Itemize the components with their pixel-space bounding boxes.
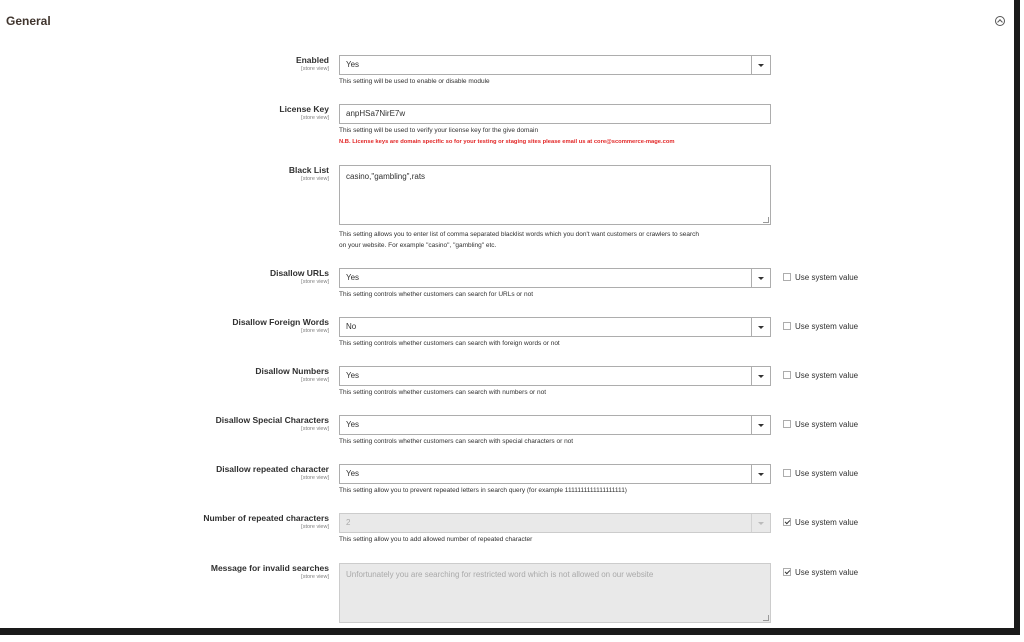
scope-label: [store view]: [301, 66, 329, 72]
field-note: This setting controls whether customers can search with numbers or not: [339, 389, 547, 396]
field-label: [232, 317, 329, 334]
checkbox-icon[interactable]: [783, 469, 791, 477]
field-note: This setting controls whether customers can search with foreign words or not: [339, 340, 560, 347]
field-label-text: Disallow repeated character: [216, 464, 329, 474]
use-system-value[interactable]: [783, 420, 858, 430]
enabled-select[interactable]: [339, 55, 771, 75]
scope-label: [store view]: [301, 475, 329, 481]
field-label-text: Disallow Special Characters: [215, 415, 329, 425]
caret-down-icon[interactable]: [751, 56, 770, 74]
resize-handle-icon[interactable]: [763, 615, 769, 621]
checkbox-icon[interactable]: [783, 420, 791, 428]
field-label-text: Disallow URLs: [269, 268, 329, 278]
use-system-value[interactable]: [783, 322, 858, 332]
license-key-input[interactable]: anpHSa7NirE7w: [339, 104, 771, 124]
checkbox-icon[interactable]: [783, 322, 791, 330]
textarea-value: Unfortunately you are searching for restricted word which is not allowed on our website: [346, 570, 654, 579]
field-label-text: Black List: [288, 165, 329, 175]
use-system-value[interactable]: [783, 568, 858, 578]
field-label: [289, 165, 329, 182]
scope-label: [store view]: [301, 328, 329, 334]
select-value: No: [346, 322, 357, 331]
field-label-text: Disallow Foreign Words: [232, 317, 329, 327]
field-label: [216, 464, 329, 481]
scope-label: [store view]: [301, 377, 329, 383]
scope-label: [store view]: [301, 524, 329, 530]
field-note: This setting allow you to prevent repeated letters in search query (for example 1111111111111111111): [339, 487, 627, 494]
checkbox-icon[interactable]: [783, 568, 791, 576]
use-system-value[interactable]: [783, 469, 858, 479]
use-system-value-label: Use system value: [795, 469, 859, 478]
black-list-textarea[interactable]: [339, 165, 771, 225]
caret-down-icon[interactable]: [751, 367, 770, 385]
use-system-value[interactable]: [783, 273, 858, 283]
disallow-special-characters-select[interactable]: [339, 415, 771, 435]
disallow-numbers-select[interactable]: [339, 366, 771, 386]
use-system-value-label: Use system value: [795, 371, 859, 380]
select-value: Yes: [346, 273, 360, 282]
field-note: This setting allows you to enter list of comma separated blacklist words which you don't want customers or crawlers to search: [339, 231, 699, 238]
select-value: 2: [346, 518, 351, 527]
scope-label: [store view]: [301, 176, 329, 182]
use-system-value-label: Use system value: [795, 518, 859, 527]
use-system-value-label: Use system value: [795, 568, 859, 577]
caret-down-icon[interactable]: [751, 465, 770, 483]
checkbox-icon[interactable]: [783, 371, 791, 379]
caret-down-icon[interactable]: [751, 514, 770, 532]
field-note: This setting allow you to add allowed number of repeated character: [339, 536, 533, 543]
field-label: [216, 415, 329, 432]
field-label: [255, 366, 329, 383]
use-system-value[interactable]: [783, 371, 858, 381]
disallow-foreign-words-select[interactable]: [339, 317, 771, 337]
field-label: [296, 55, 329, 72]
field-label-text: Enabled: [295, 55, 329, 65]
caret-down-icon[interactable]: [751, 416, 770, 434]
disallow-urls-select[interactable]: [339, 268, 771, 288]
circle-chevron-up-icon[interactable]: [995, 16, 1005, 26]
scope-label: [store view]: [301, 426, 329, 432]
field-note: This setting will be used to verify your license key for the give domain: [339, 127, 539, 134]
resize-handle-icon[interactable]: [763, 217, 769, 223]
textarea-value: casino,"gambling",rats: [346, 172, 426, 181]
field-note: on your website. For example "casino", "gambling" etc.: [339, 242, 497, 249]
checkbox-icon[interactable]: [783, 518, 791, 526]
field-label-text: Message for invalid searches: [210, 563, 329, 573]
checkbox-icon[interactable]: [783, 273, 791, 281]
use-system-value-label: Use system value: [795, 322, 859, 331]
use-system-value-label: Use system value: [795, 420, 859, 429]
field-note: This setting will be used to enable or disable module: [339, 78, 490, 85]
field-note: This setting controls whether customers can search for URLs or not: [339, 291, 533, 298]
field-label-text: License Key: [279, 104, 329, 114]
use-system-value-label: Use system value: [795, 273, 859, 282]
field-label: [279, 104, 329, 121]
field-label: [203, 513, 329, 530]
section-title[interactable]: General: [6, 14, 51, 28]
disallow-repeated-character-select[interactable]: [339, 464, 771, 484]
caret-down-icon[interactable]: [751, 269, 770, 287]
field-label-text: Disallow Numbers: [255, 366, 329, 376]
repeated-characters-select[interactable]: [339, 513, 771, 533]
license-warning: N.B. License keys are domain specific so for your testing or staging sites please email us at core@scommerce-mage.com: [339, 139, 675, 145]
scope-label: [store view]: [301, 115, 329, 121]
select-value: Yes: [346, 469, 360, 478]
select-value: Yes: [346, 420, 360, 429]
field-label-text: Number of repeated characters: [203, 513, 329, 523]
select-value: Yes: [346, 371, 360, 380]
select-value: Yes: [346, 60, 360, 69]
caret-down-icon[interactable]: [751, 318, 770, 336]
scope-label: [store view]: [301, 279, 329, 285]
field-label: [211, 563, 329, 580]
scope-label: [store view]: [301, 574, 329, 580]
use-system-value[interactable]: [783, 518, 858, 528]
field-note: This setting controls whether customers can search with special characters or not: [339, 438, 574, 445]
field-label: [270, 268, 329, 285]
invalid-search-message-textarea[interactable]: [339, 563, 771, 623]
